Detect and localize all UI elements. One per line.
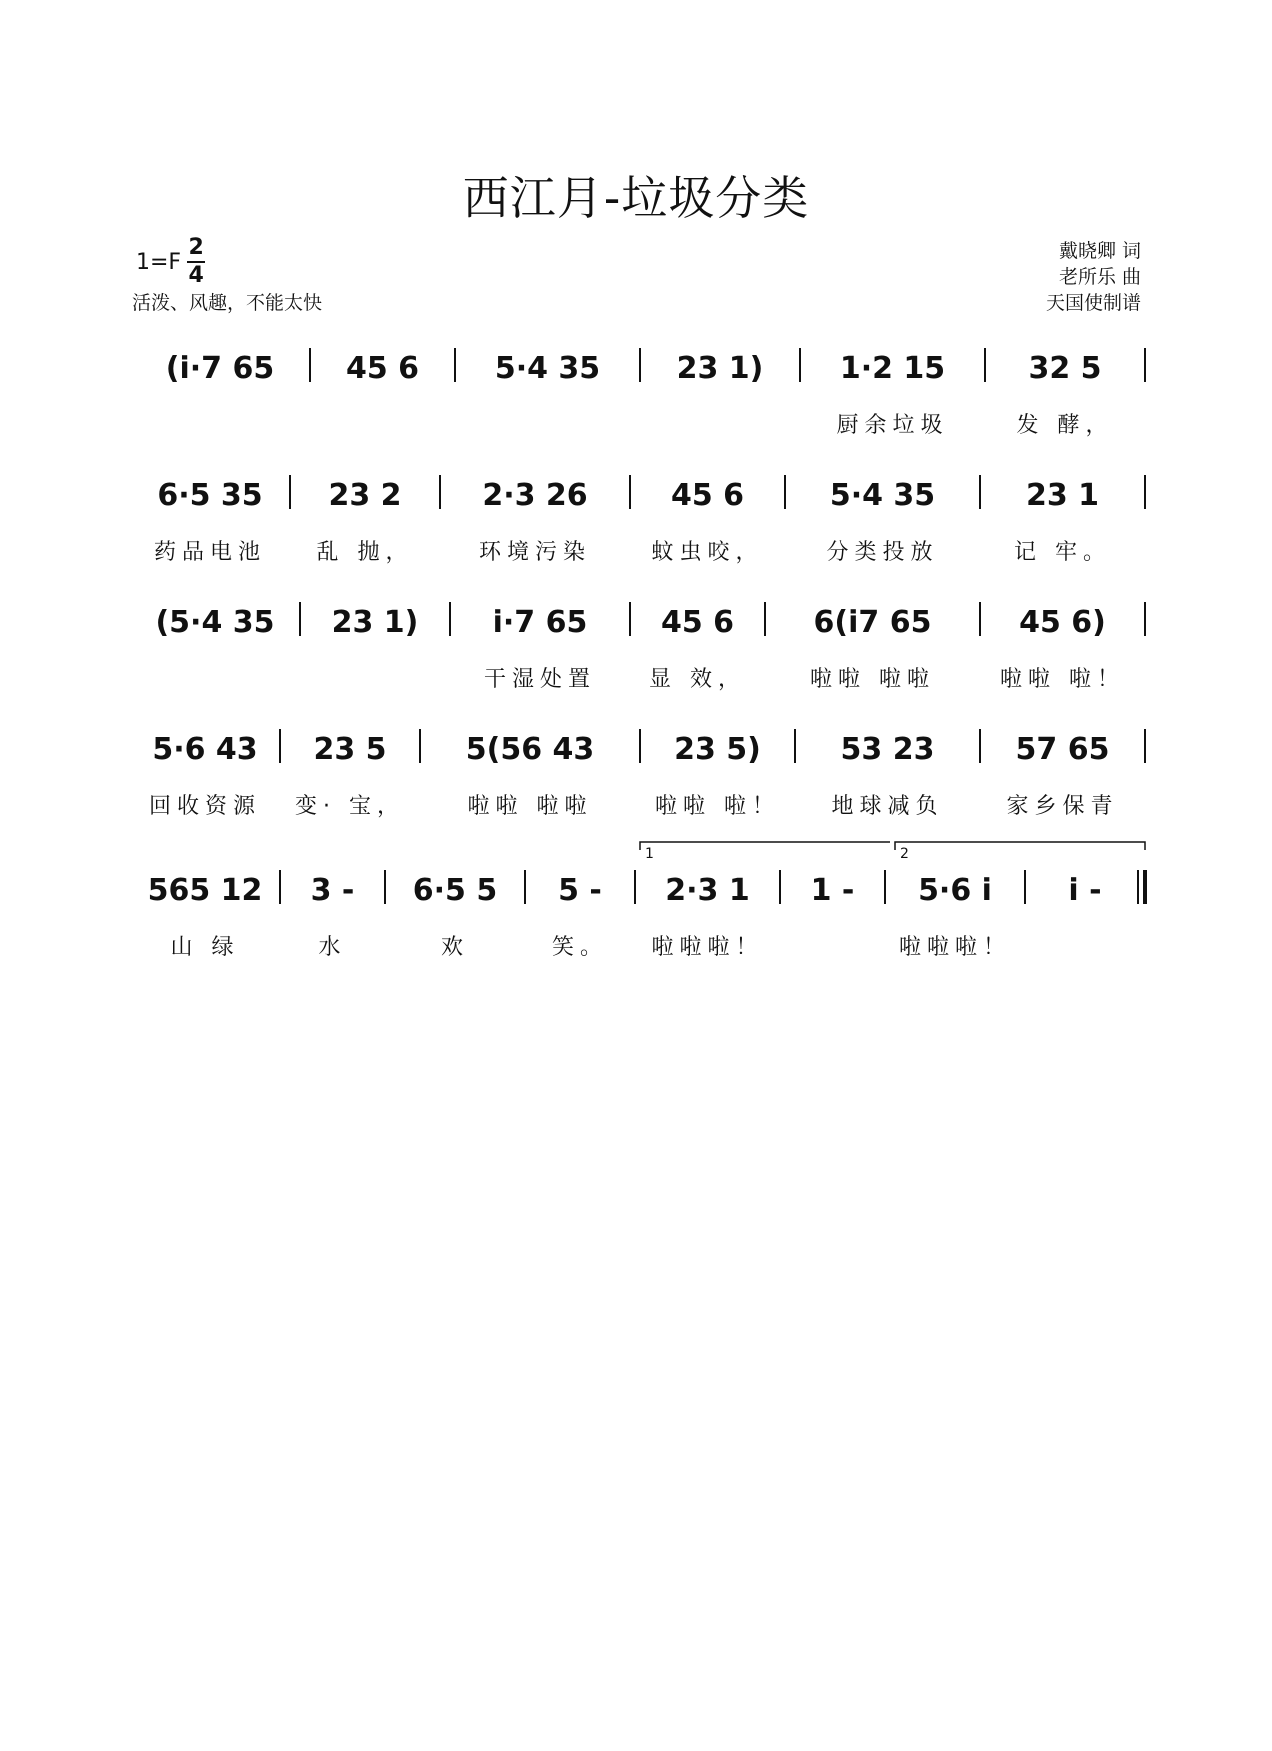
measure-lyrics: 变· 宝， <box>295 794 405 819</box>
measure-lyrics: 啦啦 啦！ <box>655 794 780 819</box>
measure-lyrics: 啦啦 啦！ <box>1000 667 1125 692</box>
score-row-4 <box>0 701 1272 821</box>
lyricist-credit: 戴晓卿 词 <box>1058 240 1141 262</box>
measure-notes: 565 12 <box>147 873 263 908</box>
measure-notes: 23 5 <box>313 732 387 767</box>
measure-notes: 53 23 <box>840 732 935 767</box>
measure-lyrics: 干湿处置 <box>483 667 596 692</box>
measure-notes: 6·5 35 <box>157 478 263 513</box>
volta-number: 2 <box>900 846 909 862</box>
measure-notes: 2·3 1 <box>665 873 750 908</box>
measure-lyrics: 啦啦 啦啦 <box>810 667 935 692</box>
volta-number: 1 <box>645 846 654 862</box>
score-row-2 <box>0 447 1272 567</box>
measure-lyrics: 家乡保青 <box>1006 794 1119 819</box>
measure-notes: 2·3 26 <box>482 478 588 513</box>
measure-lyrics: 啦啦啦！ <box>898 935 1011 960</box>
measure-notes: 1·2 15 <box>839 351 946 386</box>
measure-notes: 23 5) <box>674 732 761 767</box>
composer-credit: 老所乐 曲 <box>1058 266 1141 288</box>
measure-lyrics: 发 酵， <box>1016 413 1114 438</box>
measure-notes: 45 6 <box>345 351 420 386</box>
measure-notes: 5·4 35 <box>494 351 601 386</box>
measure-notes: 57 65 <box>1015 732 1110 767</box>
measure-lyrics: 蚊虫咬， <box>651 540 764 565</box>
engraver-credit: 天国使制谱 <box>1045 292 1141 314</box>
score-row-3 <box>0 574 1272 694</box>
time-signature <box>187 235 205 289</box>
measure-notes: 5(56 43 <box>465 732 595 767</box>
measure-notes: 32 5 <box>1028 351 1102 386</box>
tempo-marking: 活泼、风趣，不能太快 <box>132 292 323 314</box>
measure-notes: 6(i̇7 65 <box>813 605 932 640</box>
measure-lyrics: 分类投放 <box>826 540 939 565</box>
measure-notes: i̇ - <box>1068 873 1102 908</box>
measure-lyrics: 水 <box>318 935 347 960</box>
key-label: 1=F <box>136 249 182 275</box>
measure-lyrics: 山 绿 <box>170 935 240 960</box>
measure-notes: 45 6 <box>660 605 735 640</box>
measure-lyrics: 地球减负 <box>831 794 944 819</box>
measure-notes: 23 2 <box>328 478 402 513</box>
time-signature-bottom: 4 <box>188 263 204 288</box>
measure-lyrics: 厨余垃圾 <box>836 413 949 438</box>
measure-notes: 5·6 43 <box>152 732 258 767</box>
time-signature-top: 2 <box>188 235 204 260</box>
measure-lyrics: 乱 抛， <box>316 540 414 565</box>
measure-lyrics: 啦啦 啦啦 <box>467 794 593 819</box>
score-row-1 <box>0 320 1272 440</box>
key-and-meter <box>136 235 205 289</box>
measure-notes: (i̇·7 65 <box>165 351 275 386</box>
measure-notes: 5·4 35 <box>829 478 936 513</box>
measure-notes: 1 - <box>810 873 855 908</box>
volta-bracket <box>640 842 890 850</box>
measure-lyrics: 回收资源 <box>148 794 261 819</box>
measure-lyrics: 药品电池 <box>153 540 266 565</box>
measure-lyrics: 啦啦啦！ <box>651 935 764 960</box>
measure-notes: i̇·7 65 <box>492 605 588 640</box>
measure-lyrics: 记 牢。 <box>1014 540 1111 565</box>
volta-bracket <box>895 842 1145 850</box>
measure-notes: 6·5 5 <box>412 873 498 908</box>
measure-notes: (5·4 35 <box>155 605 275 640</box>
measure-lyrics: 欢 <box>440 935 469 960</box>
measure-notes: 3 - <box>310 873 355 908</box>
measure-lyrics: 笑。 <box>551 935 608 960</box>
measure-notes: 23 1) <box>676 351 764 386</box>
song-title: 西江月-垃圾分类 <box>462 171 810 225</box>
measure-notes: 5 - <box>558 873 602 908</box>
measure-lyrics: 环境污染 <box>478 540 591 565</box>
measure-lyrics: 显 效， <box>649 667 746 692</box>
measure-notes: 5·6 i̇ <box>918 873 992 908</box>
measure-notes: 23 1) <box>331 605 419 640</box>
measure-notes: 23 1 <box>1025 478 1100 513</box>
score-row-5 <box>0 842 1272 962</box>
measure-notes: 45 6) <box>1019 605 1106 640</box>
measure-notes: 45 6 <box>670 478 745 513</box>
